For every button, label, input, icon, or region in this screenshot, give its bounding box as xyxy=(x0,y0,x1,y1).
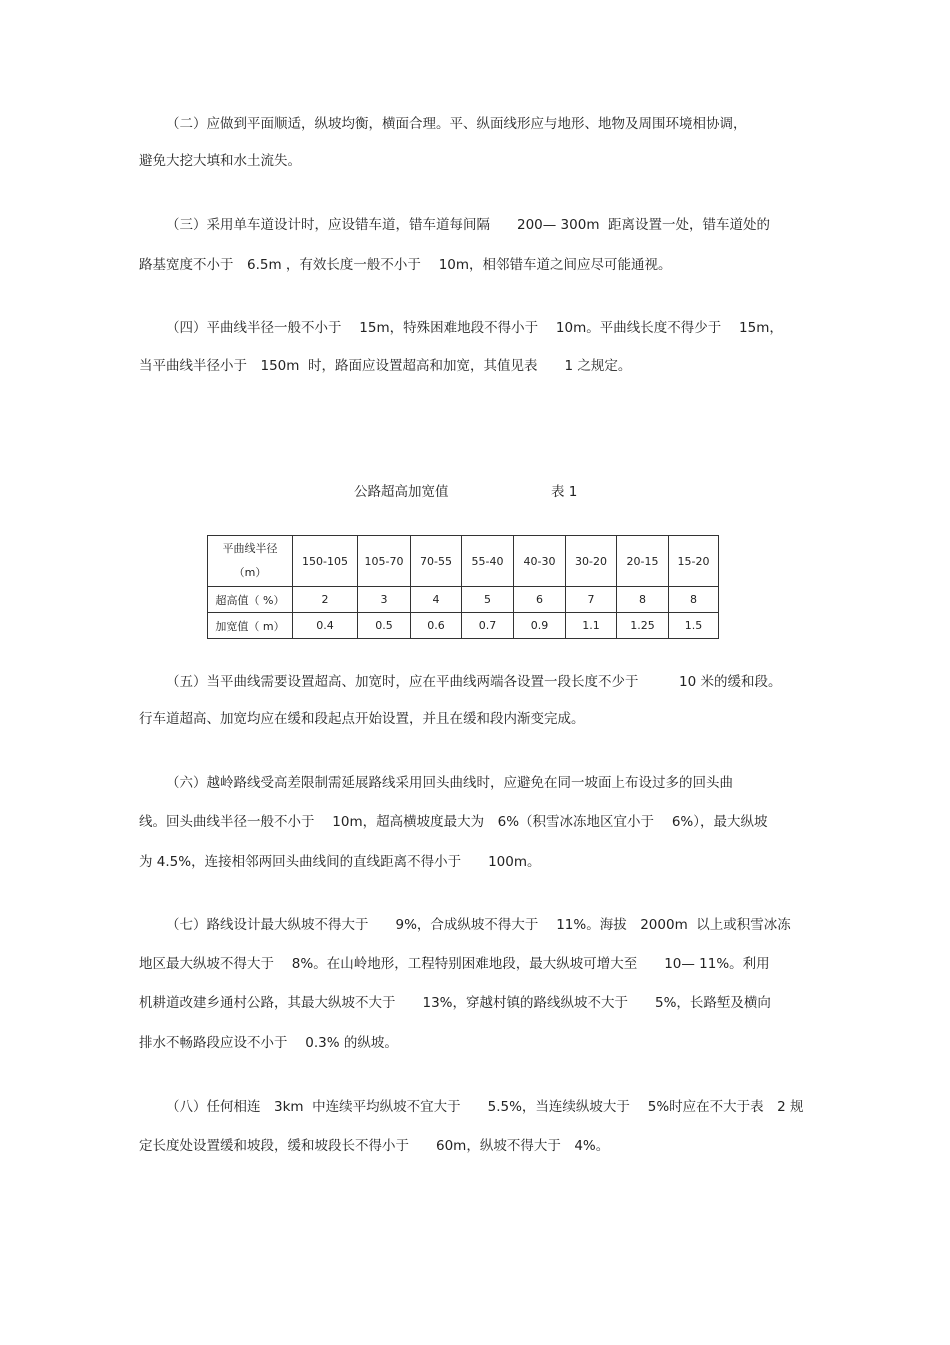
table-cell: 4 xyxy=(411,587,462,613)
paragraph-7-line-1: （七）路线设计最大纵坡不得大于 9%，合成纵坡不得大于 11%。海拔 2000m 以上或积雪冰冻 xyxy=(166,917,791,933)
header-label-line-2: （m） xyxy=(233,566,267,579)
paragraph-8-line-2: 定长度处设置缓和坡段，缓和坡段长不得小于 60m，纵坡不得大于 4%。 xyxy=(139,1138,610,1154)
column-header: 30-20 xyxy=(566,536,617,587)
table-cell: 5 xyxy=(462,587,514,613)
header-label-cell xyxy=(208,536,293,587)
paragraph-3-line-2: 路基宽度不小于 6.5m ，有效长度一般不小于 10m，相邻错车道之间应尽可能通视。 xyxy=(139,257,672,273)
table-cell: 1.1 xyxy=(566,613,617,639)
paragraph-2-line-1: （二）应做到平面顺适，纵坡均衡，横面合理。平、纵面线形应与地形、地物及周围环境相协调， xyxy=(166,116,747,132)
paragraph-5-line-1: （五）当平曲线需要设置超高、加宽时，应在平曲线两端各设置一段长度不少于 10 米的缓和段。 xyxy=(166,674,782,690)
table-cell: 2 xyxy=(293,587,358,613)
table-row-superelevation xyxy=(208,587,719,613)
table-cell: 1.5 xyxy=(669,613,719,639)
row-label: 超高值（ %） xyxy=(208,587,293,613)
column-header: 15-20 xyxy=(669,536,719,587)
table-cell: 1.25 xyxy=(617,613,669,639)
column-header: 70-55 xyxy=(411,536,462,587)
superelevation-widening-table xyxy=(207,535,719,639)
column-header: 40-30 xyxy=(514,536,566,587)
paragraph-8-line-1: （八）任何相连 3km 中连续平均纵坡不宜大于 5.5%，当连续纵坡大于 5%时应在不大于表 2 规 xyxy=(166,1099,804,1115)
paragraph-6-line-2: 线。回头曲线半径一般不小于 10m，超高横坡度最大为 6%（积雪冰冻地区宜小于 6%），最大纵坡 xyxy=(139,814,768,830)
row-label: 加宽值（ m） xyxy=(208,613,293,639)
table-cell: 8 xyxy=(669,587,719,613)
table-number: 表 1 xyxy=(551,484,578,500)
paragraph-7-line-2: 地区最大纵坡不得大于 8%。在山岭地形，工程特别困难地段，最大纵坡可增大至 10— 11%。利用 xyxy=(139,956,770,972)
paragraph-4-line-1: （四）平曲线半径一般不小于 15m，特殊困难地段不得小于 10m。平曲线长度不得少于 15m， xyxy=(166,320,783,336)
table-cell: 0.4 xyxy=(293,613,358,639)
header-label-line-1: 平曲线半径 xyxy=(222,542,278,555)
paragraph-5-line-2: 行车道超高、加宽均应在缓和段起点开始设置，并且在缓和段内渐变完成。 xyxy=(139,711,585,727)
table-cell: 7 xyxy=(566,587,617,613)
table-cell: 6 xyxy=(514,587,566,613)
table-row-widening xyxy=(208,613,719,639)
column-header: 150-105 xyxy=(293,536,358,587)
table-cell: 0.6 xyxy=(411,613,462,639)
paragraph-4-line-2: 当平曲线半径小于 150m 时，路面应设置超高和加宽，其值见表 1 之规定。 xyxy=(139,358,632,374)
column-header: 20-15 xyxy=(617,536,669,587)
table-title: 公路超高加宽值 xyxy=(354,484,449,500)
paragraph-3-line-1: （三）采用单车道设计时，应设错车道，错车道每间隔 200— 300m 距离设置一处，错车道处的 xyxy=(166,217,771,233)
table-cell: 0.7 xyxy=(462,613,514,639)
table-cell: 8 xyxy=(617,587,669,613)
paragraph-7-line-3: 机耕道改建乡通村公路，其最大纵坡不大于 13%，穿越村镇的路线纵坡不大于 5%，长路堑及横向 xyxy=(139,995,771,1011)
paragraph-6-line-1: （六）越岭路线受高差限制需延展路线采用回头曲线时，应避免在同一坡面上布设过多的回头曲 xyxy=(166,775,733,791)
paragraph-2-line-2: 避免大挖大填和水土流失。 xyxy=(139,153,301,169)
table-cell: 3 xyxy=(358,587,411,613)
table-cell: 0.9 xyxy=(514,613,566,639)
table-header-row xyxy=(208,536,719,587)
column-header: 105-70 xyxy=(358,536,411,587)
column-header: 55-40 xyxy=(462,536,514,587)
paragraph-7-line-4: 排水不畅路段应设不小于 0.3% 的纵坡。 xyxy=(139,1035,398,1051)
paragraph-6-line-3: 为 4.5%，连接相邻两回头曲线间的直线距离不得小于 100m。 xyxy=(139,854,541,870)
table-cell: 0.5 xyxy=(358,613,411,639)
